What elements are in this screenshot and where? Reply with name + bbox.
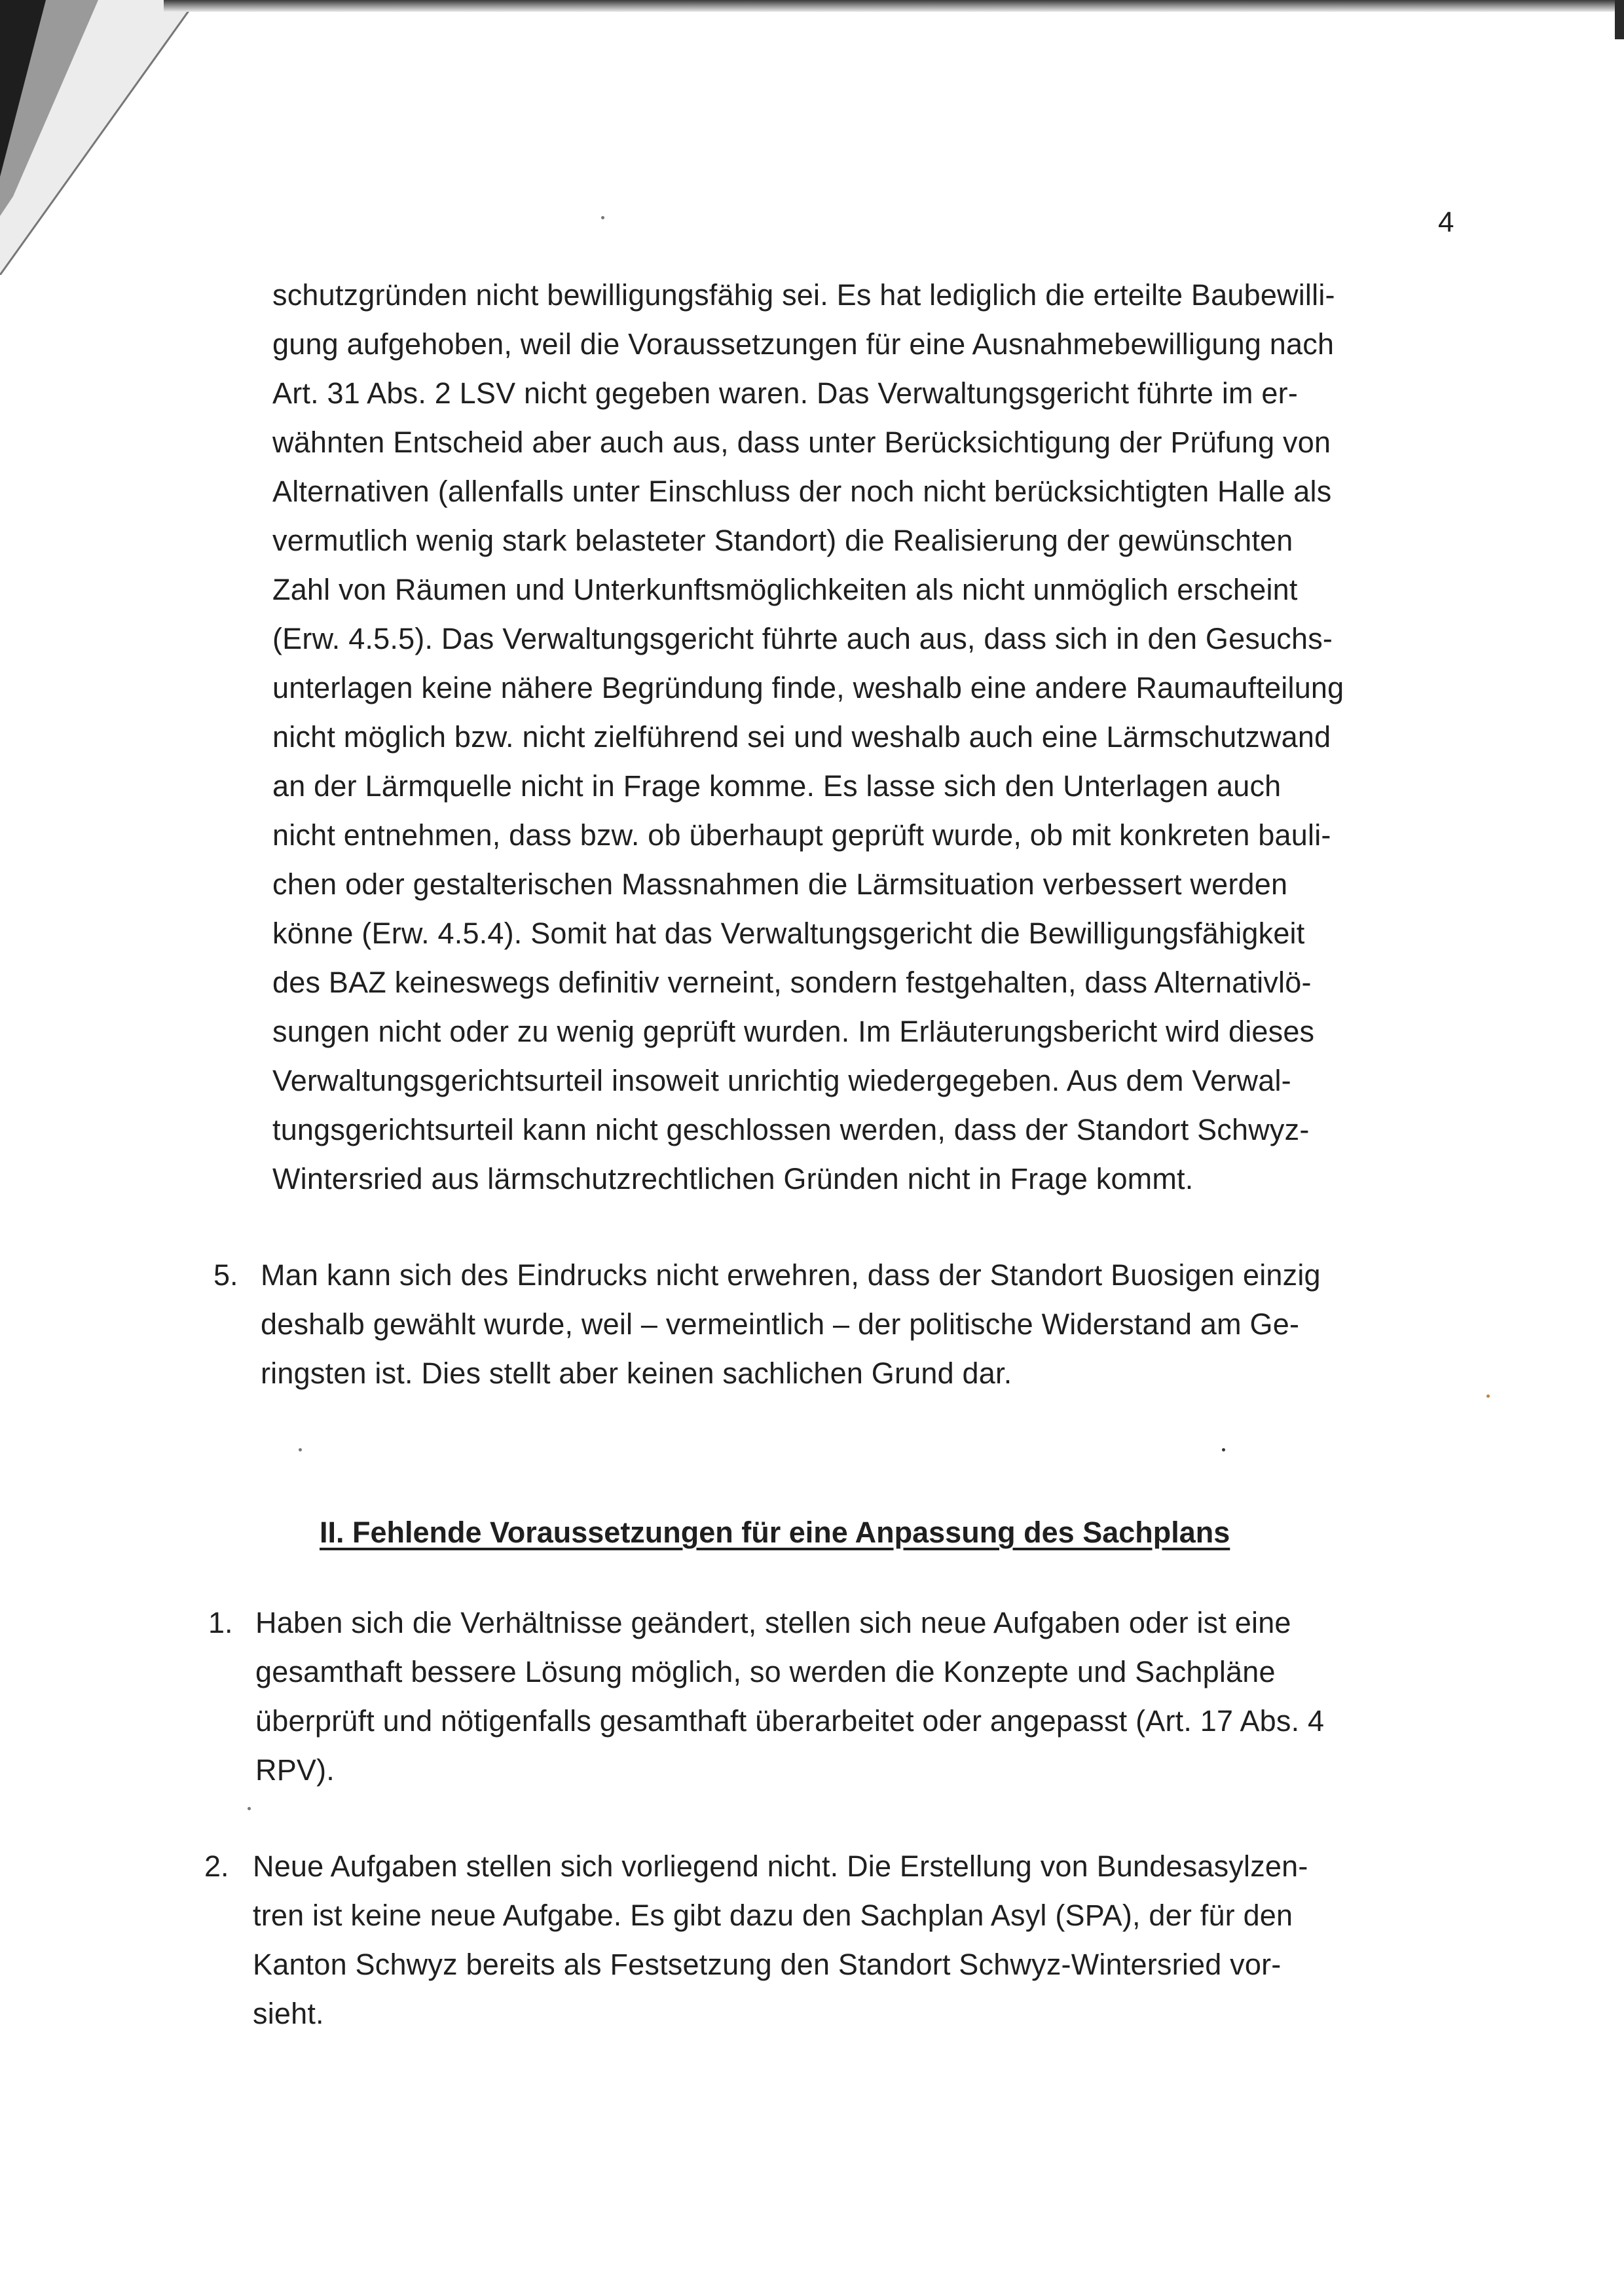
- scan-speck: [1486, 1394, 1490, 1398]
- paragraph-line: chen oder gestalterischen Massnahmen die Lärmsituation verbessert werden: [272, 867, 1288, 901]
- paragraph-line: könne (Erw. 4.5.4). Somit hat das Verwaltungsgericht die Bewilligungsfähigkeit: [272, 917, 1305, 950]
- paragraph-line: vermutlich wenig stark belasteter Standort) die Realisierung der gewünschten: [272, 524, 1293, 557]
- paragraph-line: sungen nicht oder zu wenig geprüft wurden. Im Erläuterungsbericht wird dieses: [272, 1015, 1315, 1048]
- paragraph-line: an der Lärmquelle nicht in Frage komme. Es lasse sich den Unterlagen auch: [272, 769, 1282, 803]
- list-item-line: ringsten ist. Dies stellt aber keinen sachlichen Grund dar.: [261, 1357, 1012, 1390]
- paragraph-line: Art. 31 Abs. 2 LSV nicht gegeben waren. Das Verwaltungsgericht führte im er-: [272, 376, 1299, 410]
- paragraph-line: (Erw. 4.5.5). Das Verwaltungsgericht führte auch aus, dass sich in den Gesuchs-: [272, 622, 1333, 655]
- paragraph-line: Alternativen (allenfalls unter Einschluss der noch nicht berücksichtigten Halle als: [272, 475, 1332, 508]
- paragraph-line: Verwaltungsgerichtsurteil insoweit unrichtig wiedergegeben. Aus dem Verwal-: [272, 1064, 1291, 1097]
- scan-speck: [299, 1448, 302, 1451]
- list-item-line: überprüft und nötigenfalls gesamthaft überarbeitet oder angepasst (Art. 17 Abs. 4: [255, 1704, 1325, 1738]
- list-item-line: tren ist keine neue Aufgabe. Es gibt dazu den Sachplan Asyl (SPA), der für den: [253, 1899, 1293, 1932]
- list-item-line: Man kann sich des Eindrucks nicht erwehren, dass der Standort Buosigen einzig: [261, 1258, 1321, 1292]
- list-item-line: Kanton Schwyz bereits als Festsetzung den Standort Schwyz-Wintersried vor-: [253, 1948, 1282, 1981]
- scan-speck: [601, 216, 604, 219]
- list-item-line: RPV).: [255, 1753, 335, 1787]
- scan-speck: [1222, 1448, 1225, 1451]
- paragraph-line: gung aufgehoben, weil die Voraussetzungen für eine Ausnahmebewilligung nach: [272, 327, 1335, 361]
- paragraph-line: schutzgründen nicht bewilligungsfähig sei. Es hat lediglich die erteilte Baubewilli-: [272, 278, 1335, 312]
- page-number: 4: [1438, 206, 1454, 238]
- list-item-number: 1.: [208, 1606, 233, 1639]
- paragraph-line: Wintersried aus lärmschutzrechtlichen Gründen nicht in Frage kommt.: [272, 1162, 1194, 1195]
- list-item-number: 2.: [204, 1850, 229, 1883]
- paragraph-line: nicht entnehmen, dass bzw. ob überhaupt geprüft wurde, ob mit konkreten bauli-: [272, 818, 1331, 852]
- scan-speck: [248, 1807, 251, 1810]
- list-item-line: Neue Aufgaben stellen sich vorliegend nicht. Die Erstellung von Bundesasylzen-: [253, 1850, 1308, 1883]
- paragraph-line: unterlagen keine nähere Begründung finde, weshalb eine andere Raumaufteilung: [272, 671, 1344, 704]
- list-item-line: deshalb gewählt wurde, weil – vermeintlich – der politische Widerstand am Ge-: [261, 1307, 1300, 1341]
- paragraph-line: des BAZ keineswegs definitiv verneint, sondern festgehalten, dass Alternativlö-: [272, 966, 1312, 999]
- section-heading: II. Fehlende Voraussetzungen für eine Anpassung des Sachplans: [320, 1516, 1230, 1549]
- list-item-line: gesamthaft bessere Lösung möglich, so werden die Konzepte und Sachpläne: [255, 1655, 1276, 1688]
- paragraph-line: Zahl von Räumen und Unterkunftsmöglichkeiten als nicht unmöglich erscheint: [272, 573, 1298, 606]
- list-item-line: Haben sich die Verhältnisse geändert, stellen sich neue Aufgaben oder ist eine: [255, 1606, 1291, 1639]
- list-item-number: 5.: [213, 1258, 238, 1292]
- paragraph-line: nicht möglich bzw. nicht zielführend sei und weshalb auch eine Lärmschutzwand: [272, 720, 1331, 754]
- paragraph-line: wähnten Entscheid aber auch aus, dass unter Berücksichtigung der Prüfung von: [272, 426, 1331, 459]
- paragraph-line: tungsgerichtsurteil kann nicht geschlossen werden, dass der Standort Schwyz-: [272, 1113, 1310, 1146]
- list-item-line: sieht.: [253, 1997, 324, 2030]
